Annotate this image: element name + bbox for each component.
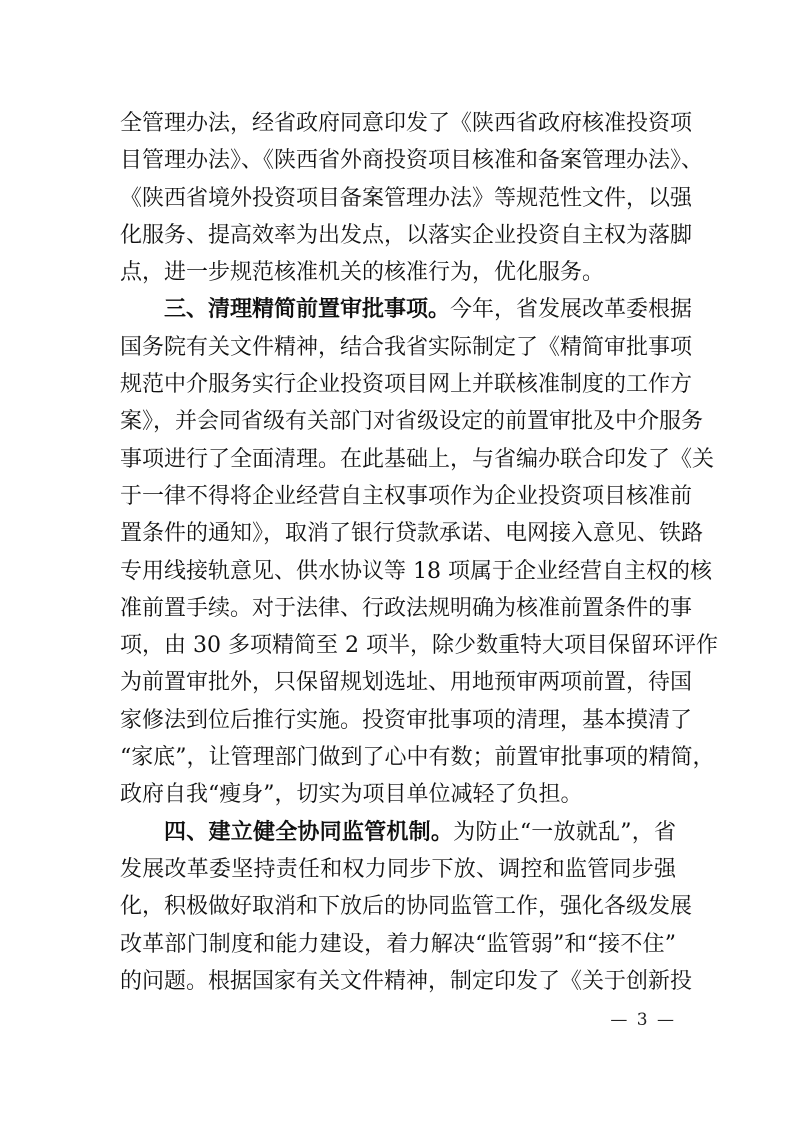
line-text: 为防止“一放就乱”，省 (453, 819, 676, 845)
line-text: 改革部门制度和能力建设，着力解决“监管弱”和“接不住” (120, 931, 676, 957)
line-text: 事项进行了全面清理。在此基础上，与省编办联合印发了《关 (120, 446, 715, 472)
text-line (120, 329, 693, 366)
text-line (120, 180, 693, 217)
section-heading: 三、清理精简前置审批事项。 (164, 297, 451, 323)
text-line (120, 926, 676, 963)
line-text: 化服务、提高效率为出发点，以落实企业投资自主权为落脚 (120, 222, 693, 248)
text-line (120, 441, 715, 478)
text-line (120, 627, 718, 664)
text-line (120, 254, 676, 291)
line-text: 发展改革委坚持责任和权力同步下放、调控和监管同步强 (120, 856, 676, 882)
line-text: 今年，省发展改革委根据 (450, 297, 693, 323)
line-text: 化，积极做好取消和下放后的协同监管工作，强化各级发展 (120, 894, 693, 920)
text-line (120, 664, 693, 701)
text-line (120, 105, 693, 142)
line-text: 目管理办法》、《陕西省外商投资项目核准和备案管理办法》、 (120, 148, 704, 174)
text-line (120, 739, 715, 776)
text-line (120, 217, 693, 254)
text-line (120, 515, 704, 552)
text-line (120, 403, 704, 440)
document-text-block (120, 105, 718, 1000)
text-line (120, 851, 676, 888)
text-line (120, 963, 693, 1000)
line-text: 家修法到位后推行实施。投资审批事项的清理，基本摸清了 (120, 707, 693, 733)
text-line-heading-4 (120, 814, 676, 851)
text-line-heading-3 (120, 291, 693, 328)
line-text: 项，由 30 多项精简至 2 项半，除少数重特大项目保留环评作 (120, 633, 718, 659)
text-line (120, 142, 704, 179)
line-text: 于一律不得将企业经营自主权事项作为企业投资项目核准前 (120, 483, 693, 509)
line-text: 政府自我“瘦身”，切实为项目单位减轻了负担。 (120, 782, 583, 808)
text-line (120, 366, 693, 403)
text-line (120, 478, 693, 515)
text-line (120, 776, 676, 813)
text-line (120, 590, 693, 627)
line-text: 规范中介服务实行企业投资项目网上并联核准制度的工作方 (120, 372, 693, 398)
text-line (120, 702, 693, 739)
line-text: 专用线接轨意见、供水协议等 18 项属于企业经营自主权的核 (120, 558, 712, 584)
line-text: 案》，并会同省级有关部门对省级设定的前置审批及中介服务 (120, 409, 704, 435)
line-text: 《陕西省境外投资项目备案管理办法》等规范性文件，以强 (120, 185, 693, 211)
line-text: 全管理办法，经省政府同意印发了《陕西省政府核准投资项 (120, 111, 693, 136)
line-text: 国务院有关文件精神，结合我省实际制定了《精简审批事项 (120, 334, 693, 360)
section-heading: 四、建立健全协同监管机制。 (164, 819, 454, 845)
line-text: 准前置手续。对于法律、行政法规明确为核准前置条件的事 (120, 595, 693, 621)
text-line (120, 888, 693, 925)
line-text: 点，进一步规范核准机关的核准行为，优化服务。 (120, 260, 605, 286)
line-text: 为前置审批外，只保留规划选址、用地预审两项前置，待国 (120, 670, 693, 696)
page-number: — 3 — (610, 1010, 676, 1030)
line-text: 的问题。根据国家有关文件精神，制定印发了《关于创新投 (120, 968, 693, 994)
line-text: “家底”，让管理部门做到了心中有数；前置审批事项的精简， (120, 745, 715, 771)
line-text: 置条件的通知》，取消了银行贷款承诺、电网接入意见、铁路 (120, 521, 704, 547)
text-line (120, 553, 712, 590)
